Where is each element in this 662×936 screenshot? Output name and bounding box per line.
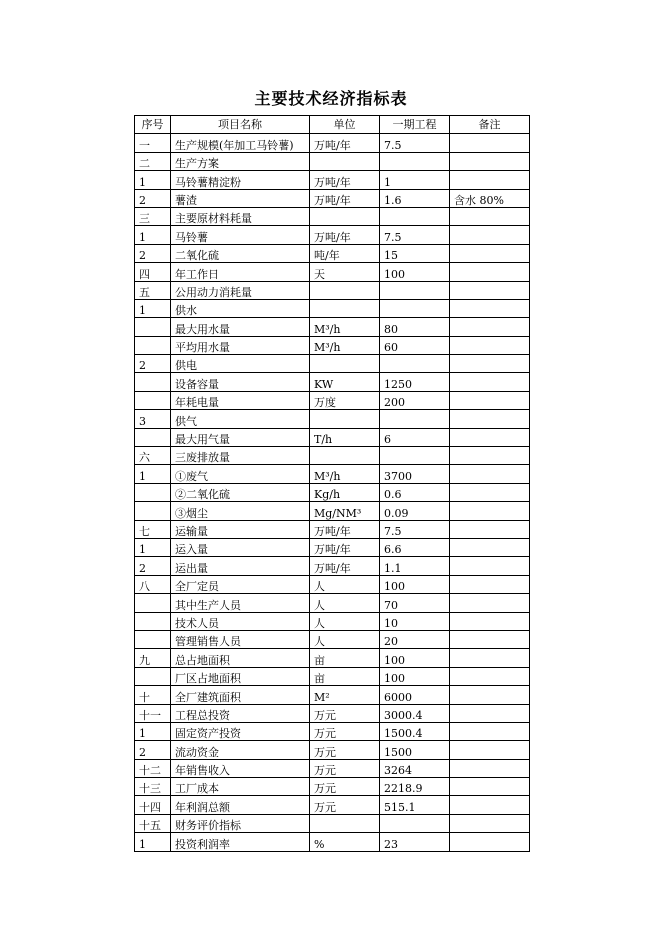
row-number-cell: 1 <box>135 299 171 317</box>
remark-cell <box>450 575 530 593</box>
row-number-cell: 3 <box>135 410 171 428</box>
table-row <box>135 575 530 593</box>
header-cell: 项目名称 <box>171 116 310 134</box>
phase-one-cell: 1250 <box>380 373 450 391</box>
table-header-row <box>135 116 530 134</box>
item-name-cell: 最大用气量 <box>171 428 310 446</box>
phase-one-cell: 1.1 <box>380 557 450 575</box>
remark-cell <box>450 244 530 262</box>
table-body <box>135 134 530 851</box>
item-name-cell: 年工作日 <box>171 263 310 281</box>
phase-one-cell <box>380 814 450 832</box>
table-row <box>135 373 530 391</box>
table-row <box>135 667 530 685</box>
item-name-cell: 运入量 <box>171 538 310 556</box>
row-number-cell: 十一 <box>135 704 171 722</box>
remark-cell <box>450 373 530 391</box>
remark-cell <box>450 630 530 648</box>
table-row <box>135 428 530 446</box>
remark-cell <box>450 336 530 354</box>
row-number-cell: 三 <box>135 207 171 225</box>
remark-cell <box>450 686 530 704</box>
phase-one-cell: 23 <box>380 833 450 851</box>
item-name-cell: 财务评价指标 <box>171 814 310 832</box>
phase-one-cell: 0.6 <box>380 483 450 501</box>
phase-one-cell <box>380 299 450 317</box>
unit-cell: 亩 <box>310 667 380 685</box>
unit-cell: 吨/年 <box>310 244 380 262</box>
phase-one-cell <box>380 281 450 299</box>
item-name-cell: 最大用水量 <box>171 318 310 336</box>
table-row <box>135 722 530 740</box>
remark-cell <box>450 391 530 409</box>
row-number-cell <box>135 502 171 520</box>
remark-cell <box>450 778 530 796</box>
table-row <box>135 465 530 483</box>
phase-one-cell: 1.6 <box>380 189 450 207</box>
phase-one-cell: 100 <box>380 575 450 593</box>
remark-cell <box>450 483 530 501</box>
table-row <box>135 796 530 814</box>
item-name-cell: 运输量 <box>171 520 310 538</box>
table-row <box>135 778 530 796</box>
item-name-cell: 管理销售人员 <box>171 630 310 648</box>
table-row <box>135 410 530 428</box>
item-name-cell: 生产规模(年加工马铃薯) <box>171 134 310 152</box>
phase-one-cell: 3000.4 <box>380 704 450 722</box>
remark-cell <box>450 722 530 740</box>
remark-cell <box>450 465 530 483</box>
unit-cell <box>310 410 380 428</box>
item-name-cell: 三废排放量 <box>171 447 310 465</box>
unit-cell: Mg/NM³ <box>310 502 380 520</box>
row-number-cell <box>135 428 171 446</box>
row-number-cell <box>135 373 171 391</box>
unit-cell: 万吨/年 <box>310 189 380 207</box>
phase-one-cell <box>380 152 450 170</box>
row-number-cell: 六 <box>135 447 171 465</box>
unit-cell: 万元 <box>310 778 380 796</box>
phase-one-cell: 0.09 <box>380 502 450 520</box>
phase-one-cell: 100 <box>380 263 450 281</box>
phase-one-cell: 200 <box>380 391 450 409</box>
unit-cell: 万元 <box>310 759 380 777</box>
phase-one-cell: 6.6 <box>380 538 450 556</box>
row-number-cell: 1 <box>135 833 171 851</box>
remark-cell <box>450 538 530 556</box>
phase-one-cell: 60 <box>380 336 450 354</box>
unit-cell: 万元 <box>310 704 380 722</box>
unit-cell: % <box>310 833 380 851</box>
item-name-cell: 全厂建筑面积 <box>171 686 310 704</box>
item-name-cell: 设备容量 <box>171 373 310 391</box>
unit-cell <box>310 447 380 465</box>
item-name-cell: 工程总投资 <box>171 704 310 722</box>
remark-cell <box>450 814 530 832</box>
table-row <box>135 557 530 575</box>
table-row <box>135 391 530 409</box>
remark-cell <box>450 134 530 152</box>
item-name-cell: 薯渣 <box>171 189 310 207</box>
remark-cell <box>450 520 530 538</box>
row-number-cell: 2 <box>135 557 171 575</box>
item-name-cell: 供气 <box>171 410 310 428</box>
row-number-cell: 十三 <box>135 778 171 796</box>
unit-cell: 人 <box>310 594 380 612</box>
unit-cell: 人 <box>310 630 380 648</box>
row-number-cell <box>135 630 171 648</box>
table-row <box>135 612 530 630</box>
page-title: 主要技术经济指标表 <box>254 89 408 108</box>
item-name-cell: 平均用水量 <box>171 336 310 354</box>
remark-cell <box>450 152 530 170</box>
phase-one-cell: 1 <box>380 171 450 189</box>
item-name-cell: 马铃薯 <box>171 226 310 244</box>
row-number-cell: 1 <box>135 722 171 740</box>
remark-cell <box>450 226 530 244</box>
phase-one-cell: 7.5 <box>380 134 450 152</box>
phase-one-cell: 6 <box>380 428 450 446</box>
unit-cell: 人 <box>310 575 380 593</box>
remark-cell <box>450 428 530 446</box>
table-row <box>135 594 530 612</box>
row-number-cell: 2 <box>135 189 171 207</box>
table-row <box>135 630 530 648</box>
unit-cell <box>310 355 380 373</box>
unit-cell: M³/h <box>310 465 380 483</box>
row-number-cell <box>135 667 171 685</box>
item-name-cell: 工厂成本 <box>171 778 310 796</box>
table-row <box>135 207 530 225</box>
remark-cell <box>450 171 530 189</box>
remark-cell <box>450 281 530 299</box>
table-row <box>135 134 530 152</box>
unit-cell: 亩 <box>310 649 380 667</box>
phase-one-cell: 100 <box>380 649 450 667</box>
table-row <box>135 263 530 281</box>
item-name-cell: 年耗电量 <box>171 391 310 409</box>
unit-cell: M² <box>310 686 380 704</box>
remark-cell <box>450 741 530 759</box>
remark-cell <box>450 355 530 373</box>
unit-cell: Kg/h <box>310 483 380 501</box>
phase-one-cell: 2218.9 <box>380 778 450 796</box>
unit-cell: 万元 <box>310 796 380 814</box>
unit-cell <box>310 152 380 170</box>
phase-one-cell: 100 <box>380 667 450 685</box>
phase-one-cell <box>380 207 450 225</box>
row-number-cell <box>135 318 171 336</box>
header-cell: 单位 <box>310 116 380 134</box>
unit-cell: KW <box>310 373 380 391</box>
phase-one-cell: 3700 <box>380 465 450 483</box>
row-number-cell: 1 <box>135 465 171 483</box>
item-name-cell: 供电 <box>171 355 310 373</box>
remark-cell <box>450 299 530 317</box>
phase-one-cell: 70 <box>380 594 450 612</box>
item-name-cell: 公用动力消耗量 <box>171 281 310 299</box>
row-number-cell: 十二 <box>135 759 171 777</box>
phase-one-cell: 7.5 <box>380 520 450 538</box>
phase-one-cell: 15 <box>380 244 450 262</box>
row-number-cell: 十五 <box>135 814 171 832</box>
row-number-cell <box>135 336 171 354</box>
phase-one-cell: 1500.4 <box>380 722 450 740</box>
table-row <box>135 336 530 354</box>
remark-cell <box>450 612 530 630</box>
phase-one-cell: 80 <box>380 318 450 336</box>
phase-one-cell: 1500 <box>380 741 450 759</box>
item-name-cell: 马铃薯精淀粉 <box>171 171 310 189</box>
unit-cell: 万吨/年 <box>310 226 380 244</box>
row-number-cell: 2 <box>135 244 171 262</box>
phase-one-cell: 7.5 <box>380 226 450 244</box>
indicator-table <box>134 115 530 852</box>
table-row <box>135 759 530 777</box>
row-number-cell: 2 <box>135 741 171 759</box>
remark-cell <box>450 594 530 612</box>
remark-cell: 含水 80% <box>450 189 530 207</box>
row-number-cell <box>135 594 171 612</box>
table-row <box>135 502 530 520</box>
item-name-cell: 流动资金 <box>171 741 310 759</box>
row-number-cell: 1 <box>135 538 171 556</box>
remark-cell <box>450 667 530 685</box>
table-row <box>135 318 530 336</box>
remark-cell <box>450 704 530 722</box>
table-row <box>135 189 530 207</box>
row-number-cell: 1 <box>135 171 171 189</box>
row-number-cell: 一 <box>135 134 171 152</box>
row-number-cell: 二 <box>135 152 171 170</box>
unit-cell <box>310 299 380 317</box>
unit-cell <box>310 281 380 299</box>
row-number-cell <box>135 612 171 630</box>
item-name-cell: ②二氧化硫 <box>171 483 310 501</box>
item-name-cell: 生产方案 <box>171 152 310 170</box>
phase-one-cell: 6000 <box>380 686 450 704</box>
unit-cell: 万元 <box>310 722 380 740</box>
remark-cell <box>450 263 530 281</box>
table-row <box>135 226 530 244</box>
item-name-cell: 年利润总额 <box>171 796 310 814</box>
unit-cell: 万吨/年 <box>310 520 380 538</box>
item-name-cell: 厂区占地面积 <box>171 667 310 685</box>
item-name-cell: ③烟尘 <box>171 502 310 520</box>
table-row <box>135 483 530 501</box>
table-row <box>135 355 530 373</box>
row-number-cell: 九 <box>135 649 171 667</box>
unit-cell: 万吨/年 <box>310 134 380 152</box>
remark-cell <box>450 796 530 814</box>
unit-cell: 万元 <box>310 741 380 759</box>
remark-cell <box>450 207 530 225</box>
remark-cell <box>450 447 530 465</box>
phase-one-cell <box>380 355 450 373</box>
remark-cell <box>450 318 530 336</box>
row-number-cell: 十四 <box>135 796 171 814</box>
remark-cell <box>450 833 530 851</box>
item-name-cell: 技术人员 <box>171 612 310 630</box>
phase-one-cell <box>380 410 450 428</box>
row-number-cell: 七 <box>135 520 171 538</box>
unit-cell: 人 <box>310 612 380 630</box>
row-number-cell: 八 <box>135 575 171 593</box>
table-row <box>135 447 530 465</box>
row-number-cell: 十 <box>135 686 171 704</box>
unit-cell: 万吨/年 <box>310 171 380 189</box>
phase-one-cell: 3264 <box>380 759 450 777</box>
remark-cell <box>450 759 530 777</box>
table-row <box>135 649 530 667</box>
row-number-cell: 2 <box>135 355 171 373</box>
header-cell: 备注 <box>450 116 530 134</box>
table-row <box>135 704 530 722</box>
unit-cell: 天 <box>310 263 380 281</box>
unit-cell: 万度 <box>310 391 380 409</box>
unit-cell: 万吨/年 <box>310 557 380 575</box>
item-name-cell: 供水 <box>171 299 310 317</box>
table-row <box>135 814 530 832</box>
phase-one-cell: 20 <box>380 630 450 648</box>
unit-cell: 万吨/年 <box>310 538 380 556</box>
row-number-cell: 1 <box>135 226 171 244</box>
table-row <box>135 741 530 759</box>
phase-one-cell: 10 <box>380 612 450 630</box>
table-row <box>135 538 530 556</box>
table-row <box>135 281 530 299</box>
row-number-cell <box>135 391 171 409</box>
unit-cell: M³/h <box>310 318 380 336</box>
table-row <box>135 171 530 189</box>
table-row <box>135 520 530 538</box>
unit-cell <box>310 814 380 832</box>
header-cell: 序号 <box>135 116 171 134</box>
item-name-cell: ①废气 <box>171 465 310 483</box>
table-row <box>135 244 530 262</box>
remark-cell <box>450 649 530 667</box>
item-name-cell: 投资利润率 <box>171 833 310 851</box>
item-name-cell: 其中生产人员 <box>171 594 310 612</box>
row-number-cell <box>135 483 171 501</box>
row-number-cell: 五 <box>135 281 171 299</box>
table-row <box>135 686 530 704</box>
item-name-cell: 主要原材料耗量 <box>171 207 310 225</box>
phase-one-cell <box>380 447 450 465</box>
unit-cell: T/h <box>310 428 380 446</box>
item-name-cell: 年销售收入 <box>171 759 310 777</box>
row-number-cell: 四 <box>135 263 171 281</box>
phase-one-cell: 515.1 <box>380 796 450 814</box>
item-name-cell: 二氧化硫 <box>171 244 310 262</box>
unit-cell: M³/h <box>310 336 380 354</box>
item-name-cell: 总占地面积 <box>171 649 310 667</box>
table-row <box>135 299 530 317</box>
item-name-cell: 固定资产投资 <box>171 722 310 740</box>
item-name-cell: 运出量 <box>171 557 310 575</box>
item-name-cell: 全厂定员 <box>171 575 310 593</box>
header-cell: 一期工程 <box>380 116 450 134</box>
remark-cell <box>450 557 530 575</box>
unit-cell <box>310 207 380 225</box>
table-row <box>135 833 530 851</box>
table-row <box>135 152 530 170</box>
remark-cell <box>450 502 530 520</box>
remark-cell <box>450 410 530 428</box>
